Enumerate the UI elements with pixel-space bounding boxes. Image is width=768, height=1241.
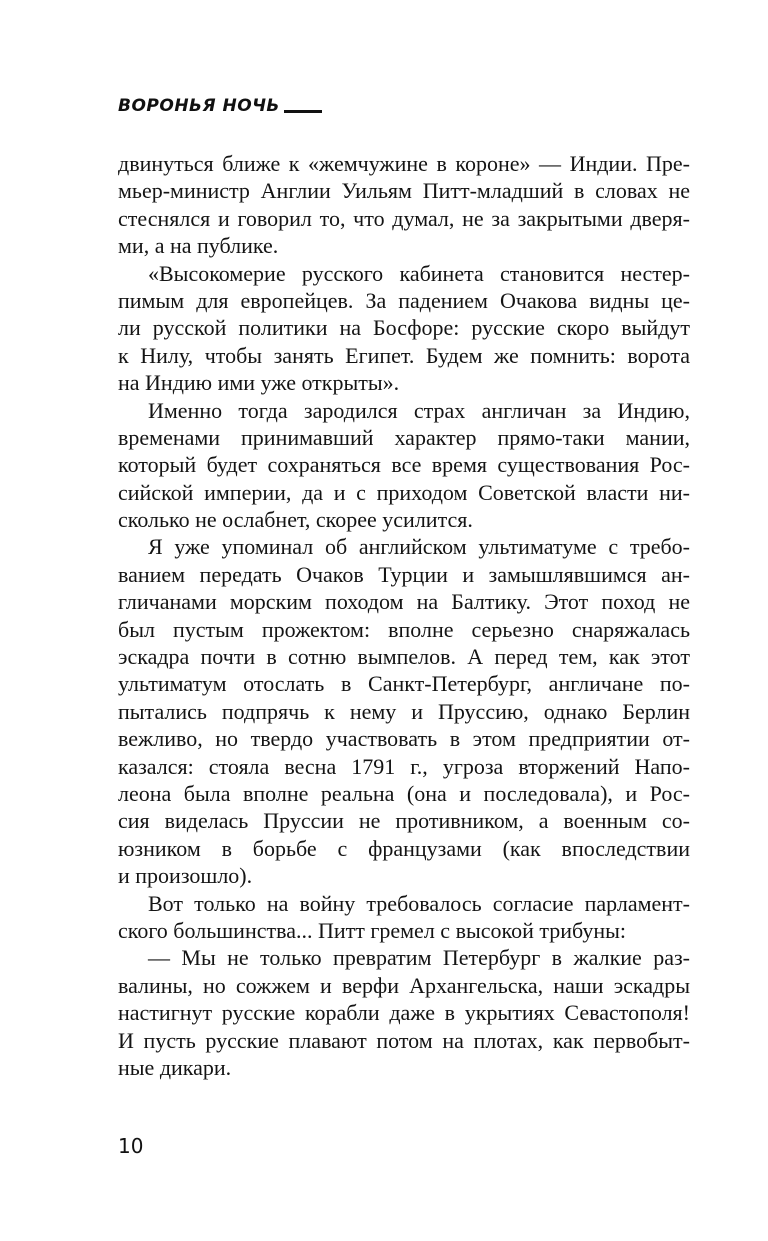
running-head-title: ВОРОНЬЯ НОЧЬ xyxy=(118,96,280,116)
running-head-rule xyxy=(284,110,322,113)
text-line: юзником в борьбе с французами (как впоследствии xyxy=(118,835,690,861)
text-line: пытались подпрячь к нему и Пруссию, однако Берлин xyxy=(118,698,690,724)
text-line: стеснялся и говорил то, что думал, не за закрытыми дверя- xyxy=(118,205,690,231)
text-line: был пустым прожектом: вполне серьезно снаряжалась xyxy=(118,616,690,642)
text-line: ского большинства... Питт гремел с высокой трибуны: xyxy=(118,917,627,943)
text-line: ванием передать Очаков Турции и замышлявшимся ан- xyxy=(118,561,690,587)
paragraph xyxy=(118,533,690,889)
paragraph xyxy=(118,150,690,260)
text-line: к Нилу, чтобы занять Египет. Будем же помнить: ворота xyxy=(118,342,690,368)
text-line: настигнут русские корабли даже в укрытиях Севастополя! xyxy=(118,1000,690,1026)
text-line: мьер-министр Англии Уильям Питт-младший в словах не xyxy=(118,178,690,204)
text-line: временами принимавший характер прямо-таки мании, xyxy=(118,424,690,450)
text-line: двинуться ближе к «жемчужине в короне» — Индии. Пре- xyxy=(118,151,690,176)
text-line: на Индию ими уже открыты». xyxy=(118,370,400,396)
text-line: пимым для европейцев. За падением Очакова видны це- xyxy=(118,287,690,313)
text-line: гличанами морским походом на Балтику. Этот поход не xyxy=(118,589,690,615)
text-line: ми, а на публике. xyxy=(118,233,279,259)
text-line: и произошло). xyxy=(118,863,253,889)
running-head xyxy=(118,96,322,116)
body-text xyxy=(118,150,690,1081)
paragraph xyxy=(118,944,690,1081)
paragraph xyxy=(118,890,690,945)
text-line: «Высокомерие русского кабинета становится нестер- xyxy=(148,260,690,286)
text-line: сия виделась Пруссии не противником, а военным со- xyxy=(118,808,690,834)
text-line: валины, но сожжем и верфи Архангельска, наши эскадры xyxy=(118,972,690,998)
text-line: ные дикари. xyxy=(118,1054,232,1080)
text-line: Именно тогда зародился страх англичан за Индию, xyxy=(148,397,690,423)
text-line: Я уже упоминал об английском ультиматуме с требо- xyxy=(148,534,690,560)
text-line: сколько не ослабнет, скорее усилится. xyxy=(118,507,473,533)
text-line: Вот только на войну требовалось согласие парламент- xyxy=(148,890,690,916)
text-line: И пусть русские плавают потом на плотах, как первобыт- xyxy=(118,1027,690,1053)
text-line: казался: стояла весна 1791 г., угроза вторжений Напо- xyxy=(118,753,690,779)
text-line: который будет сохраняться все время существования Рос- xyxy=(118,452,690,478)
text-line: леона была вполне реальна (она и последовала), и Рос- xyxy=(118,780,690,806)
text-line: ли русской политики на Босфоре: русские скоро выйдут xyxy=(118,315,690,341)
paragraph xyxy=(118,260,690,397)
paragraph xyxy=(118,397,690,534)
text-line: эскадра почти в сотню вымпелов. А перед тем, как этот xyxy=(118,644,690,670)
text-line: сийской империи, да и с приходом Советской власти ни- xyxy=(118,479,690,505)
page-number: 10 xyxy=(118,1134,144,1158)
text-line: вежливо, но твердо участвовать в этом предприятии от- xyxy=(118,726,690,752)
text-line: ультиматум отослать в Санкт-Петербург, англичане по- xyxy=(118,671,690,697)
text-line: — Мы не только превратим Петербург в жалкие раз- xyxy=(148,945,690,971)
